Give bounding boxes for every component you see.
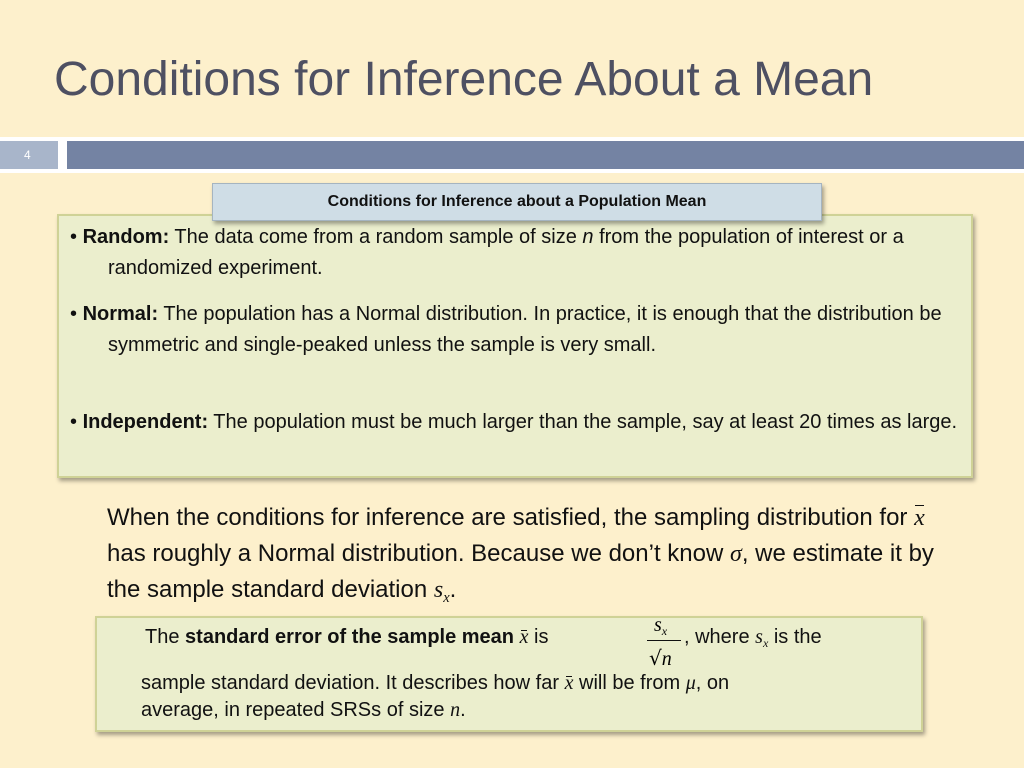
x-bar-symbol: x xyxy=(914,501,925,536)
se-s-subscript: x xyxy=(762,636,769,651)
sampling-distribution-paragraph xyxy=(107,500,967,616)
condition-random-text-1: The data come from a random sample of size xyxy=(169,226,583,248)
formula-numerator xyxy=(654,614,667,639)
se-the: The xyxy=(145,626,186,648)
formula-denominator xyxy=(649,646,672,671)
se-line-3 xyxy=(141,699,466,722)
condition-independent: • Independent: The population must be much larger than the sample, say at least 20 times as large. xyxy=(70,411,958,433)
formula-s: s xyxy=(654,614,662,636)
s-subscript: x xyxy=(443,590,450,607)
se-s-symbol: s xyxy=(755,626,763,648)
se-is: is xyxy=(528,626,549,648)
se-where: , where xyxy=(684,626,756,648)
se-line2a: sample standard deviation. It describes how far xyxy=(141,672,565,694)
slide-number-box xyxy=(0,141,58,169)
condition-independent-text: The population must be much larger than the sample, say at least 20 times as large. xyxy=(208,411,958,433)
para-part-3: , we estimate it by the sample standard deviation xyxy=(107,540,934,603)
se-is-the: is the xyxy=(768,626,822,648)
condition-normal: • Normal: The population has a Normal distribution. In practice, it is enough that the distribution be symmetric and single-peaked unless the sample is very small. xyxy=(70,303,942,356)
slide-title: Conditions for Inference About a Mean xyxy=(54,53,874,106)
para-part-1: When the conditions for inference are satisfied, the sampling distribution for xyxy=(107,504,915,531)
se-line2b: will be from xyxy=(573,672,686,694)
se-line3a: average, in repeated SRSs of size xyxy=(141,699,451,721)
condition-random-label: Random: xyxy=(82,226,170,248)
square-root-icon: √ xyxy=(649,646,662,670)
formula-s-subscript: x xyxy=(661,624,668,639)
se-term: standard error of the sample mean xyxy=(185,626,515,648)
se-line-2 xyxy=(141,672,729,695)
standard-error-formula xyxy=(645,614,683,672)
formula-n: n xyxy=(661,648,672,670)
para-part-4: . xyxy=(449,576,457,603)
condition-normal-text: The population has a Normal distribution. In practice, it is enough that the distribution be symmetric and single-peaked unless the sample is very small. xyxy=(108,303,942,356)
se-x-bar-symbol: x xyxy=(519,626,529,648)
conditions-header: Conditions for Inference about a Population Mean xyxy=(212,183,822,221)
se-line-1 xyxy=(145,626,548,649)
condition-independent-label: Independent: xyxy=(82,411,209,433)
se-where-clause xyxy=(684,626,822,651)
se-n-symbol: n xyxy=(450,699,461,721)
sigma-symbol: σ xyxy=(730,541,742,567)
slide-number: 4 xyxy=(24,148,31,162)
mu-symbol: μ xyxy=(685,672,696,694)
accent-bar xyxy=(67,141,1024,169)
fraction-bar xyxy=(647,640,681,641)
s-symbol: s xyxy=(433,577,444,603)
se-line3b: . xyxy=(460,699,466,721)
para-part-2: has roughly a Normal distribution. Because we don’t know xyxy=(107,540,730,567)
condition-normal-label: Normal: xyxy=(82,303,159,325)
condition-random: • Random: The data come from a random sample of size n from the population of interest or a randomized experiment. xyxy=(70,226,904,279)
se-x-bar-symbol-2: x xyxy=(564,672,574,694)
condition-random-text-2: from the population of interest or a randomized experiment. xyxy=(108,226,904,279)
se-line2c: , on xyxy=(695,672,730,694)
condition-random-var: n xyxy=(582,226,594,248)
